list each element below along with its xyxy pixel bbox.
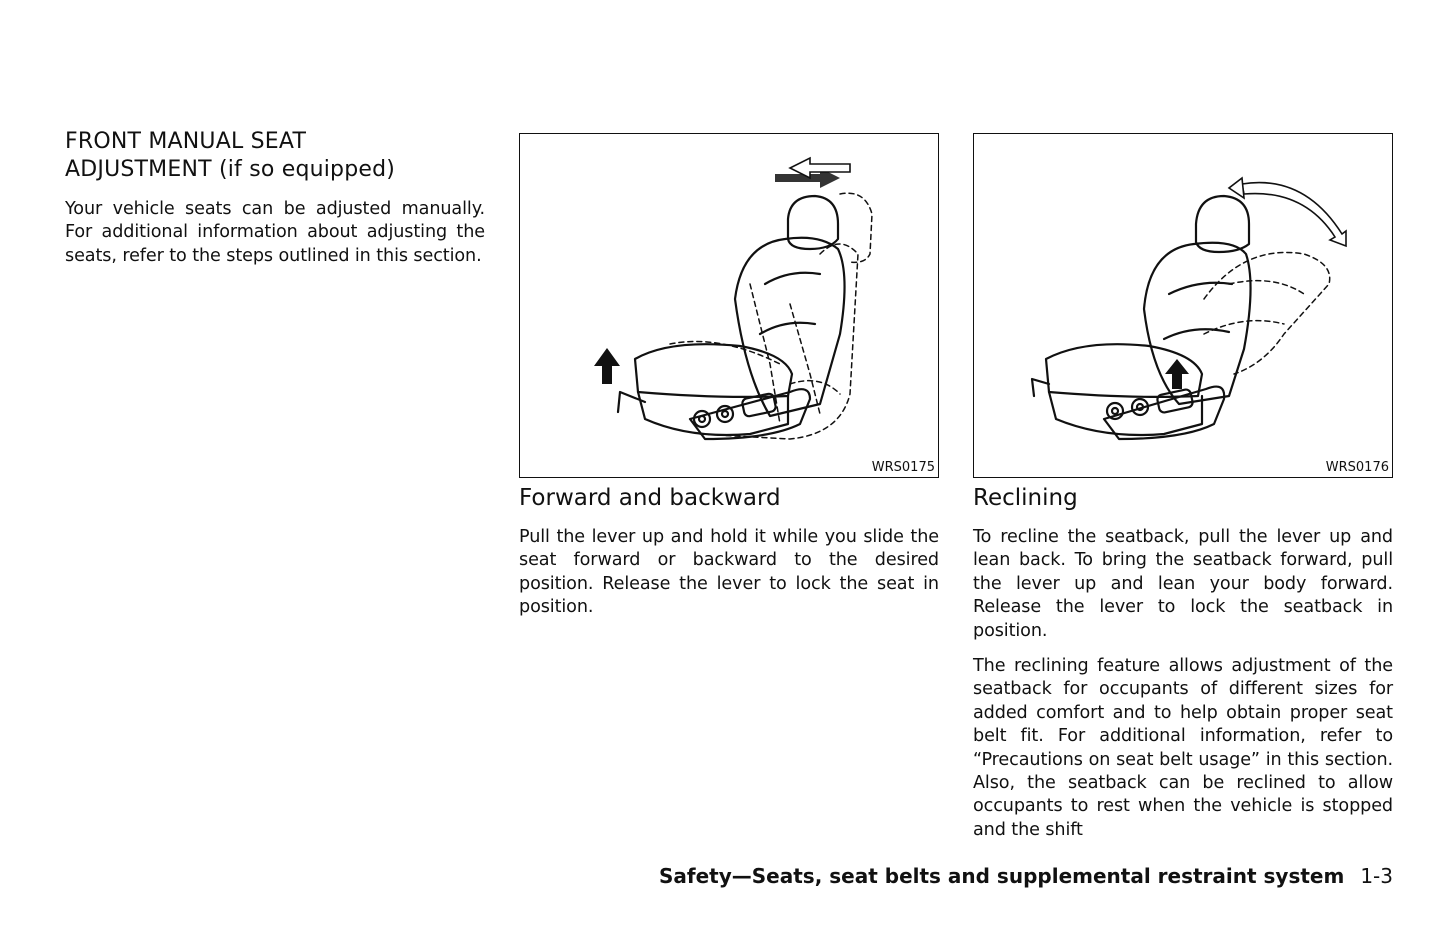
forward-heading: Forward and backward bbox=[519, 485, 781, 511]
section-title-line2: ADJUSTMENT (if so equipped) bbox=[65, 157, 396, 182]
intro-paragraph: Your vehicle seats can be adjusted manually. For additional information about adjusting the seats, refer to the steps outlined in this section. bbox=[65, 199, 485, 266]
page-number: 1-3 bbox=[1360, 864, 1393, 888]
forward-paragraph: Pull the lever up and hold it while you slide the seat forward or backward to the desired position. Release the lever to lock the seat in position. bbox=[519, 527, 939, 618]
section-title-line1: FRONT MANUAL SEAT bbox=[65, 129, 307, 154]
page-footer bbox=[0, 862, 1393, 890]
reclining-heading: Reclining bbox=[973, 485, 1078, 511]
section-title bbox=[65, 128, 485, 184]
reclining-paragraph-1: To recline the seatback, pull the lever up and lean back. To bring the seatback forward, pull the lever up and lean your body forward. Release the lever to lock the seatback in position. bbox=[973, 527, 1393, 641]
reclining-paragraph-2: The reclining feature allows adjustment of the seatback for occupants of different sizes for added comfort and to help obtain proper seat belt fit. For additional information, refer to “Precautions on seat belt usage” in this section. Also, the seatback can be reclined to allow occupants to rest when the vehicle is stopped and the shift bbox=[973, 656, 1393, 840]
footer-title: Safety—Seats, seat belts and supplemental restraint system bbox=[659, 864, 1345, 888]
middle-column bbox=[519, 133, 939, 632]
seat-recline-illustration bbox=[974, 134, 1392, 477]
seat-slide-illustration bbox=[520, 134, 938, 477]
right-column bbox=[973, 133, 1393, 854]
figure-code: WRS0176 bbox=[1325, 460, 1389, 475]
figure-reclining bbox=[973, 133, 1393, 478]
figure-forward-backward bbox=[519, 133, 939, 478]
left-column bbox=[65, 128, 485, 280]
figure-code: WRS0175 bbox=[871, 460, 935, 475]
